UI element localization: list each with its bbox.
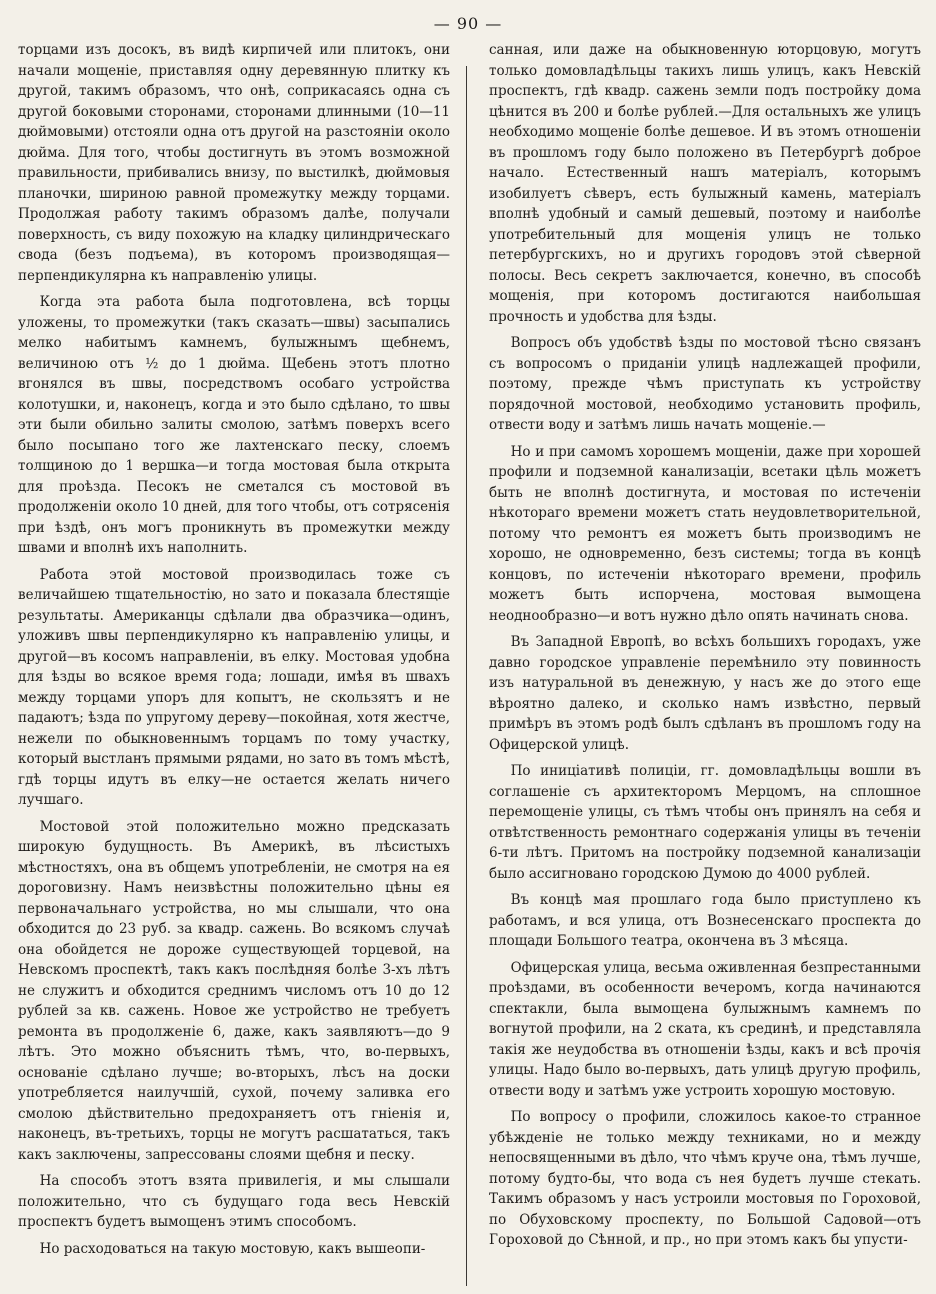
paragraph: По иниціативѣ полиціи, гг. домовладѣльцы вошли въ соглашеніе съ архитекторомъ Мерцомъ, на сплошное перемощеніе улицы, съ тѣмъ чтобы онъ принялъ на себя и отвѣтственность ремонтнаго содержанія улицы въ теченіи 6-ти лѣтъ. Притомъ на постройку подземной канализаціи было ассигновано городскою Думою до 4000 рублей. xyxy=(489,763,921,882)
paragraph: Мостовой этой положительно можно предсказать широкую будущность. Въ Америкѣ, въ лѣсистыхъ мѣстностяхъ, она въ общемъ употребленіи, не смотря на ея дороговизну. Намъ неизвѣстны положительно цѣны ея первоначальнаго устройства, но мы слышали, что она обходится до 23 руб. за квадр. сажень. Во всякомъ случаѣ она обойдется не дороже существующей торцевой, на Невскомъ проспектѣ, такъ какъ послѣдняя болѣе 3-хъ лѣтъ не служитъ и обходится среднимъ числомъ отъ 10 до 12 рублей за кв. сажень. Новое же устройство не требуетъ ремонта въ продолженіе 6, даже, какъ заявляютъ—до 9 лѣтъ. Это можно объяснить тѣмъ, что, во-первыхъ, основаніе сдѣлано лучше; во-вторыхъ, лѣсъ на доски употребляется наилучшій, сухой, почему заливка его смолою дѣйствительно предохраняетъ отъ гніенія и, наконецъ, въ-третьихъ, торцы не могутъ расшататься, такъ какъ заключены, запрессованы слоями щебня и песку. xyxy=(18,818,450,1163)
page-number: — 90 — xyxy=(433,14,503,33)
column-divider xyxy=(466,66,467,1286)
left-column xyxy=(18,40,450,1259)
paragraph: По вопросу о профили, сложилось какое-то странное убѣжденіе не только между техниками, но и между непосвященными въ дѣло, что чѣмъ круче она, тѣмъ лучше, потому будто-бы, что вода съ нея будетъ лучше стекать. Такимъ образомъ у насъ устроили мостовыя по Гороховой, по Обуховскому проспекту, по Большой Садовой—отъ Гороховой до Сѣнной, и пр., но при этомъ какъ бы упусти- xyxy=(489,1109,921,1248)
paragraph: Вопросъ объ удобствѣ ѣзды по мостовой тѣсно связанъ съ вопросомъ о приданіи улицѣ надлежащей профили, поэтому, прежде чѣмъ приступать къ устройству порядочной мостовой, необходимо установить профиль, отвести воду и затѣмъ лишь начать мощеніе.— xyxy=(489,335,921,433)
paragraph: Но и при самомъ хорошемъ мощеніи, даже при хорошей профили и подземной канализаціи, всетаки цѣль можетъ быть не вполнѣ достигнута, и мостовая по истеченіи нѣкотораго времени можетъ стать неудовлетворительной, потому что ремонтъ ея можетъ быть производимъ не хорошо, не одновременно, безъ системы; тогда въ концѣ концовъ, по истеченіи нѣкотораго времени, профиль можетъ быть испорчена, мостовая вымощена неоднообразно—и вотъ нужно дѣло опять начинать снова. xyxy=(489,443,921,624)
paragraph: На способъ этотъ взята привилегія, и мы слышали положительно, что съ будущаго года весь Невскій проспектъ будетъ вымощенъ этимъ способомъ. xyxy=(18,1173,450,1230)
paragraph: Въ Западной Европѣ, во всѣхъ большихъ городахъ, уже давно городское управленіе перемѣнило эту повинность изъ натуральной въ денежную, у насъ же до этого еще вѣроятно далеко, и сколько намъ извѣстно, первый примѣръ въ этомъ родѣ былъ сдѣланъ въ прошломъ году на Офицерской улицѣ. xyxy=(489,634,921,753)
paragraph: Когда эта работа была подготовлена, всѣ торцы уложены, то промежутки (такъ сказать—швы) засыпались мелко набитымъ камнемъ, булыжнымъ щебнемъ, величиною отъ ½ до 1 дюйма. Щебень этотъ плотно вгонялся въ швы, посредствомъ особаго устройства колотушки, и, наконецъ, когда и это было сдѣлано, то швы эти были обильно залиты смолою, затѣмъ поверхъ всего было посыпано того же лахтенскаго песку, слоемъ толщиною до 1 вершка—и тогда мостовая была открыта для проѣзда. Песокъ не сметался съ мостовой въ продолженіи около 10 дней, для того чтобы, отъ сотрясенія при ѣздѣ, онъ могъ проникнуть въ промежутки между швами и вполнѣ ихъ наполнить. xyxy=(18,294,450,556)
paragraph: торцами изъ досокъ, въ видѣ кирпичей или плитокъ, они начали мощеніе, приставляя одну деревянную плитку къ другой, такимъ образомъ, что онѣ, соприкасаясь одна съ другой боковыми сторонами, сторонами длинными (10—11 дюймовыми) отстояли одна отъ другой на разстояніи около дюйма. Для того, чтобы достигнуть въ этомъ возможной правильности, прибивались внизу, по выстилкѣ, дюймовыя планочки, шириною равной промежутку между торцами. Продолжая работу такимъ образомъ далѣе, получали поверхность, съ виду похожую на кладку цилиндрическаго свода (безъ подъема), въ которомъ производящая—перпендикулярна къ направленію улицы. xyxy=(18,42,450,284)
paragraph: Офицерская улица, весьма оживленная безпрестанными проѣздами, въ особенности вечеромъ, когда начинаются спектакли, была вымощена булыжнымъ камнемъ по вогнутой профили, на 2 ската, къ срединѣ, и представляла такія же неудобства въ отношеніи ѣзды, какъ и всѣ прочія улицы. Надо было во-первыхъ, дать улицѣ другую профиль, отвести воду и затѣмъ уже устроить хорошую мостовую. xyxy=(489,959,921,1099)
paragraph: Но расходоваться на такую мостовую, какъ вышеопи- xyxy=(39,1240,426,1257)
right-column xyxy=(489,40,921,1251)
paragraph: Работа этой мостовой производилась тоже съ величайшею тщательностію, но зато и показала блестящіе результаты. Американцы сдѣлали два образчика—одинъ, уложивъ швы перпендикулярно къ направленію улицы, и другой—въ косомъ направленіи, въ елку. Мостовая удобна для ѣзды во всякое время года; лошади, имѣя въ швахъ между торцами упоръ для копытъ, не скользятъ и не падаютъ; ѣзда по упругому дереву—покойная, хотя жестче, нежели по обыкновеннымъ торцамъ по тому участку, который выстланъ прямыми рядами, но зато въ томъ мѣстѣ, гдѣ торцы идутъ въ елку—не остается желать ничего лучшаго. xyxy=(18,566,450,808)
paragraph: санная, или даже на обыкновенную юторцовую, могутъ только домовладѣльцы такихъ лишь улицъ, какъ Невскій проспектъ, гдѣ квадр. сажень земли подъ постройку дома цѣнится въ 200 и болѣе рублей.—Для остальныхъ же улицъ необходимо мощеніе болѣе дешевое. И въ этомъ отношеніи въ прошломъ году было положено въ Петербургѣ доброе начало. Естественный нашъ матеріалъ, которымъ изобилуетъ сѣверъ, есть булыжный камень, матеріалъ вполнѣ удобный и самый дешевый, поэтому и наиболѣе употребительный для мощенія улицъ не только петербургскихъ, но и другихъ городовъ этой сѣверной полосы. Весь секретъ заключается, конечно, въ способѣ мощенія, при которомъ достигаются наибольшая прочность и удобства для ѣзды. xyxy=(489,42,921,325)
paragraph: Въ концѣ мая прошлаго года было приступлено къ работамъ, и вся улица, отъ Вознесенскаго проспекта до площади Большого театра, окончена въ 3 мѣсяца. xyxy=(489,892,921,949)
